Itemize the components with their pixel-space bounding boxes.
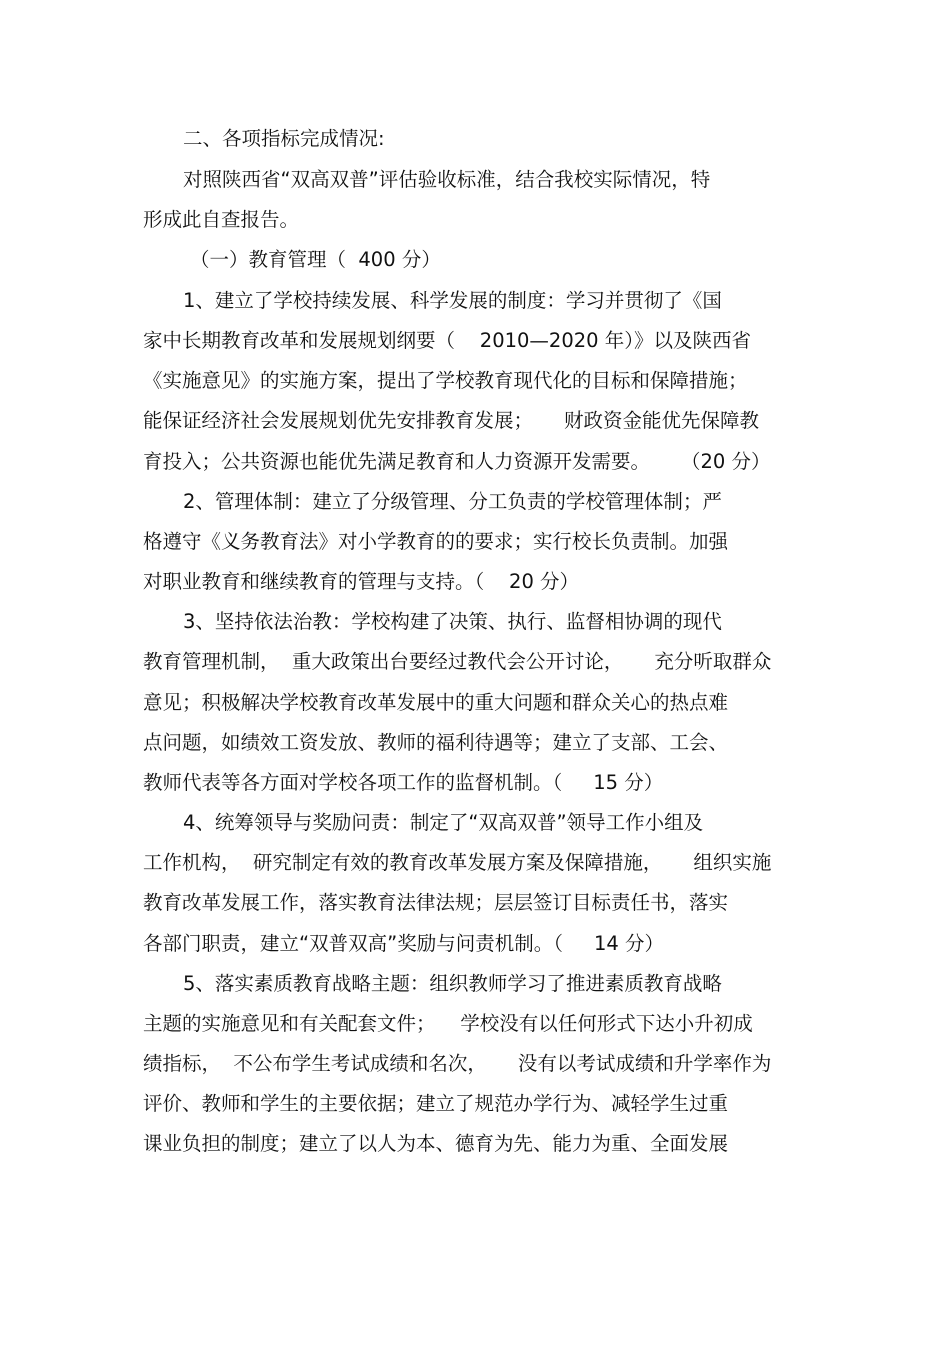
paragraph-line: 教育管理机制， 重大政策出台要经过教代会公开讨论， 充分听取群众 (143, 650, 772, 673)
paragraph-line: 点问题，如绩效工资发放、教师的福利待遇等；建立了支部、工会、 (143, 731, 729, 754)
paragraph-line: 主题的实施意见和有关配套文件； 学校没有以任何形式下达小升初成 (143, 1012, 753, 1035)
subsection-heading: （一）教育管理（ 400 分） (190, 248, 441, 271)
paragraph-line: 教师代表等各方面对学校各项工作的监督机制。（ 15 分） (143, 771, 664, 794)
paragraph-line: 能保证经济社会发展规划优先安排教育发展； 财政资金能优先保障教 (143, 409, 759, 432)
paragraph-line: 育投入；公共资源也能优先满足教育和人力资源开发需要。 （20 分） (143, 450, 771, 473)
paragraph-line: 形成此自查报告。 (143, 208, 300, 231)
paragraph-line: 工作机构， 研究制定有效的教育改革发展方案及保障措施， 组织实施 (143, 851, 772, 874)
paragraph-line: 4、统筹领导与奖励问责：制定了“双高双普”领导工作小组及 (183, 811, 704, 834)
paragraph-line: 对照陕西省“双高双普”评估验收标准，结合我校实际情况，特 (183, 168, 711, 191)
paragraph-line: 3、坚持依法治教：学校构建了决策、执行、监督相协调的现代 (183, 610, 722, 633)
paragraph-line: 家中长期教育改革和发展规划纲要（ 2010—2020 年）》以及陕西省 (143, 329, 751, 352)
paragraph-line: 教育改革发展工作，落实教育法律法规；层层签订目标责任书，落实 (143, 891, 729, 914)
paragraph-line: 2、管理体制：建立了分级管理、分工负责的学校管理体制；严 (183, 490, 722, 513)
paragraph-line: 5、落实素质教育战略主题：组织教师学习了推进素质教育战略 (183, 972, 722, 995)
paragraph-line: 对职业教育和继续教育的管理与支持。（ 20 分） (143, 570, 580, 593)
paragraph-line: 意见；积极解决学校教育改革发展中的重大问题和群众关心的热点难 (143, 691, 729, 714)
paragraph-line: 《实施意见》的实施方案，提出了学校教育现代化的目标和保障措施； (143, 369, 748, 392)
paragraph-line: 格遵守《义务教育法》对小学教育的的要求；实行校长负责制。加强 (143, 530, 729, 553)
section-heading: 二、各项指标完成情况: (183, 127, 385, 150)
paragraph-line: 评价、教师和学生的主要依据；建立了规范办学行为、减轻学生过重 (143, 1092, 729, 1115)
paragraph-line: 1、建立了学校持续发展、科学发展的制度：学习并贯彻了《国 (183, 289, 722, 312)
paragraph-line: 绩指标， 不公布学生考试成绩和名次， 没有以考试成绩和升学率作为 (143, 1052, 772, 1075)
paragraph-line: 各部门职责，建立“双普双高”奖励与问责机制。（ 14 分） (143, 932, 664, 955)
paragraph-line: 课业负担的制度；建立了以人为本、德育为先、能力为重、全面发展 (143, 1132, 729, 1155)
